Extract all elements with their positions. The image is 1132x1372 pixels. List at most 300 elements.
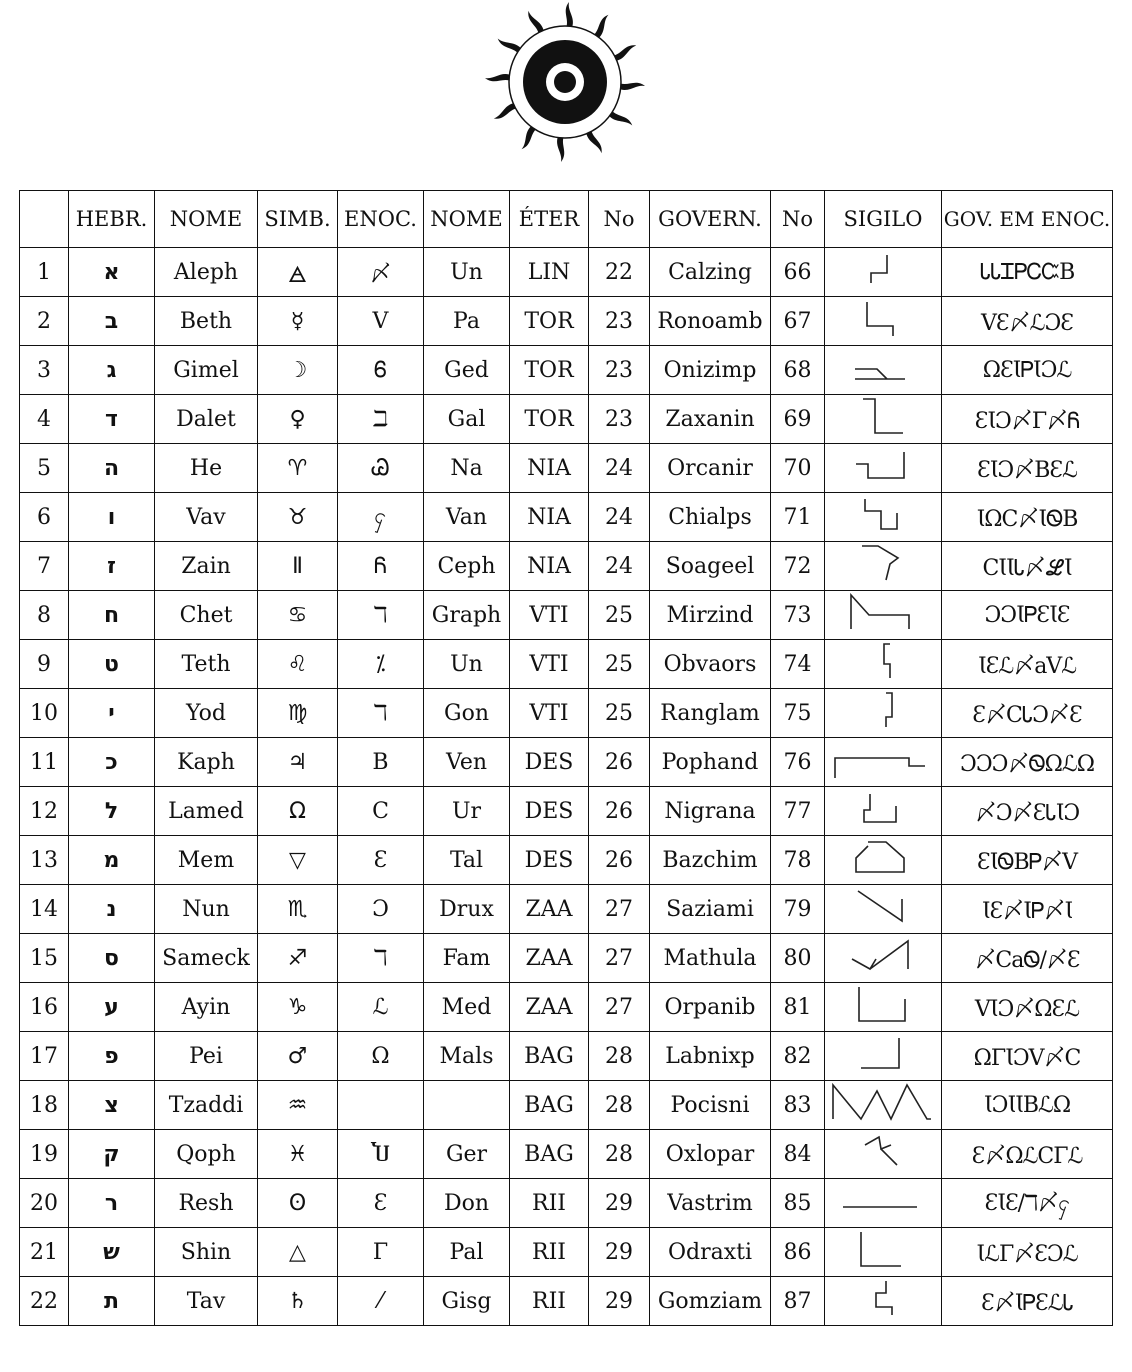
aether: RII bbox=[510, 1277, 589, 1326]
row-number: 7 bbox=[20, 542, 69, 591]
col-header-symbol: SIMB. bbox=[258, 191, 338, 248]
aether: RII bbox=[510, 1179, 589, 1228]
enochian-name: Don bbox=[424, 1179, 510, 1228]
row-number: 14 bbox=[20, 885, 69, 934]
col-header-aether-number: No bbox=[589, 191, 650, 248]
row-number: 3 bbox=[20, 346, 69, 395]
governor-enochian-script: ƐƖƆ〆BƐℒ bbox=[942, 444, 1113, 493]
governor-enochian-script: ƆƆƆ〆ᏫΩℒΩ bbox=[942, 738, 1113, 787]
aether-number: 27 bbox=[589, 983, 650, 1032]
governor-name: Pocisni bbox=[650, 1081, 771, 1130]
governor-enochian-script: ΩƐƖᏢƖƆℒ bbox=[942, 346, 1113, 395]
governor-number: 69 bbox=[771, 395, 825, 444]
hebrew-letter: ז bbox=[69, 542, 155, 591]
aether-number: 25 bbox=[589, 591, 650, 640]
black-sun-icon bbox=[480, 0, 650, 165]
governor-name: Ranglam bbox=[650, 689, 771, 738]
letter-name: Gimel bbox=[155, 346, 258, 395]
governor-enochian-script: ƐƖƐ/ℸ〆ႁ bbox=[942, 1179, 1113, 1228]
astro-symbol: ♌ bbox=[258, 640, 338, 689]
hebrew-letter: ו bbox=[69, 493, 155, 542]
hebrew-letter: ג bbox=[69, 346, 155, 395]
sigil-cell bbox=[825, 493, 942, 542]
sigil-cell bbox=[825, 591, 942, 640]
row-number: 12 bbox=[20, 787, 69, 836]
hebrew-letter: י bbox=[69, 689, 155, 738]
governor-number: 82 bbox=[771, 1032, 825, 1081]
hebrew-letter: ש bbox=[69, 1228, 155, 1277]
table-row bbox=[20, 346, 1113, 395]
astro-symbol: 🜁 bbox=[258, 248, 338, 297]
col-header-sigil: SIGILO bbox=[825, 191, 942, 248]
table-row bbox=[20, 1179, 1113, 1228]
sigil-11-icon bbox=[833, 742, 933, 782]
enochian-name: Un bbox=[424, 640, 510, 689]
enochian-letter: Γ bbox=[338, 1228, 424, 1277]
enochian-letter: B bbox=[338, 738, 424, 787]
enochian-letter: V bbox=[338, 297, 424, 346]
aether-number: 24 bbox=[589, 493, 650, 542]
sigil-cell bbox=[825, 297, 942, 346]
enochian-letter: Ɔ bbox=[338, 885, 424, 934]
row-number: 9 bbox=[20, 640, 69, 689]
aether-number: 28 bbox=[589, 1130, 650, 1179]
enochian-name: Ur bbox=[424, 787, 510, 836]
letter-name: Chet bbox=[155, 591, 258, 640]
table-row bbox=[20, 1130, 1113, 1179]
sigil-cell bbox=[825, 787, 942, 836]
table-row bbox=[20, 1032, 1113, 1081]
aether: BAG bbox=[510, 1032, 589, 1081]
header-row bbox=[20, 191, 1113, 248]
correspondence-table bbox=[19, 190, 1113, 1326]
governor-enochian-script: ƖƆƖƖBℒΩ bbox=[942, 1081, 1113, 1130]
governor-number: 71 bbox=[771, 493, 825, 542]
governor-number: 80 bbox=[771, 934, 825, 983]
governor-number: 76 bbox=[771, 738, 825, 787]
governor-enochian-script: VƐ〆ℒƆƐ bbox=[942, 297, 1113, 346]
governor-enochian-script: Ɛ〆ƖᏢƐℒᏓ bbox=[942, 1277, 1113, 1326]
aether-number: 22 bbox=[589, 248, 650, 297]
letter-name: Vav bbox=[155, 493, 258, 542]
astro-symbol: ♓ bbox=[258, 1130, 338, 1179]
astro-symbol: ♋ bbox=[258, 591, 338, 640]
astro-symbol: ♄ bbox=[258, 1277, 338, 1326]
hebrew-letter: ד bbox=[69, 395, 155, 444]
hebrew-letter: ב bbox=[69, 297, 155, 346]
hebrew-letter: כ bbox=[69, 738, 155, 787]
enochian-letter: ℸ bbox=[338, 689, 424, 738]
enochian-letter: Ɛ bbox=[338, 1179, 424, 1228]
aether-number: 28 bbox=[589, 1081, 650, 1130]
aether: VTI bbox=[510, 640, 589, 689]
aether-number: 24 bbox=[589, 444, 650, 493]
sigil-22-icon bbox=[864, 1279, 902, 1323]
astro-symbol: ☽ bbox=[258, 346, 338, 395]
astro-symbol: ▽ bbox=[258, 836, 338, 885]
hebrew-letter: ט bbox=[69, 640, 155, 689]
aether-number: 26 bbox=[589, 836, 650, 885]
table-row bbox=[20, 738, 1113, 787]
table-row bbox=[20, 885, 1113, 934]
enochian-name: Gal bbox=[424, 395, 510, 444]
governor-number: 72 bbox=[771, 542, 825, 591]
enochian-letter: ℸ bbox=[338, 934, 424, 983]
aether-number: 26 bbox=[589, 787, 650, 836]
sigil-6-icon bbox=[859, 497, 907, 537]
letter-name: Lamed bbox=[155, 787, 258, 836]
col-header-number bbox=[20, 191, 69, 248]
sigil-cell bbox=[825, 885, 942, 934]
row-number: 13 bbox=[20, 836, 69, 885]
governor-number: 68 bbox=[771, 346, 825, 395]
enochian-letter: 〆 bbox=[338, 248, 424, 297]
astro-symbol: ♐ bbox=[258, 934, 338, 983]
governor-enochian-script: Ɛ〆ΩℒCΓℒ bbox=[942, 1130, 1113, 1179]
row-number: 8 bbox=[20, 591, 69, 640]
letter-name: Shin bbox=[155, 1228, 258, 1277]
hebrew-letter: ת bbox=[69, 1277, 155, 1326]
enochian-letter: ℶ bbox=[338, 395, 424, 444]
governor-number: 86 bbox=[771, 1228, 825, 1277]
enochian-letter: Ω bbox=[338, 1032, 424, 1081]
letter-name: Resh bbox=[155, 1179, 258, 1228]
enochian-name: Gisg bbox=[424, 1277, 510, 1326]
governor-number: 83 bbox=[771, 1081, 825, 1130]
sigil-cell bbox=[825, 1277, 942, 1326]
hebrew-letter: מ bbox=[69, 836, 155, 885]
astro-symbol: Ⅱ bbox=[258, 542, 338, 591]
hebrew-letter: ק bbox=[69, 1130, 155, 1179]
row-number: 6 bbox=[20, 493, 69, 542]
letter-name: He bbox=[155, 444, 258, 493]
astro-symbol: ♒ bbox=[258, 1081, 338, 1130]
governor-number: 79 bbox=[771, 885, 825, 934]
table-row bbox=[20, 934, 1113, 983]
row-number: 20 bbox=[20, 1179, 69, 1228]
row-number: 22 bbox=[20, 1277, 69, 1326]
governor-number: 81 bbox=[771, 983, 825, 1032]
sigil-cell bbox=[825, 1179, 942, 1228]
table-row bbox=[20, 836, 1113, 885]
enochian-name bbox=[424, 1081, 510, 1130]
letter-name: Dalet bbox=[155, 395, 258, 444]
aether: DES bbox=[510, 787, 589, 836]
letter-name: Zain bbox=[155, 542, 258, 591]
aether: NIA bbox=[510, 542, 589, 591]
governor-name: Zaxanin bbox=[650, 395, 771, 444]
enochian-letter: Ɛ bbox=[338, 836, 424, 885]
enochian-name: Pal bbox=[424, 1228, 510, 1277]
enochian-name: Ger bbox=[424, 1130, 510, 1179]
governor-enochian-script: VƖƆ〆ΩƐℒ bbox=[942, 983, 1113, 1032]
letter-name: Pei bbox=[155, 1032, 258, 1081]
astro-symbol: Ω bbox=[258, 787, 338, 836]
enochian-name: Pa bbox=[424, 297, 510, 346]
enochian-letter: Ⴎ bbox=[338, 1130, 424, 1179]
aether-number: 29 bbox=[589, 1277, 650, 1326]
governor-name: Labnixp bbox=[650, 1032, 771, 1081]
table-row bbox=[20, 1277, 1113, 1326]
row-number: 2 bbox=[20, 297, 69, 346]
letter-name: Kaph bbox=[155, 738, 258, 787]
hebrew-letter: א bbox=[69, 248, 155, 297]
governor-name: Nigrana bbox=[650, 787, 771, 836]
sigil-cell bbox=[825, 346, 942, 395]
aether-number: 25 bbox=[589, 689, 650, 738]
sigil-cell bbox=[825, 836, 942, 885]
sigil-7-icon bbox=[858, 544, 908, 588]
astro-symbol: ♏ bbox=[258, 885, 338, 934]
aether: NIA bbox=[510, 444, 589, 493]
hebrew-letter: נ bbox=[69, 885, 155, 934]
governor-name: Oxlopar bbox=[650, 1130, 771, 1179]
governor-enochian-script: ƐƖƆ〆Γ〆Ᏺ bbox=[942, 395, 1113, 444]
letter-name: Tav bbox=[155, 1277, 258, 1326]
table-row bbox=[20, 1228, 1113, 1277]
row-number: 17 bbox=[20, 1032, 69, 1081]
row-number: 4 bbox=[20, 395, 69, 444]
enochian-letter: Ᏺ bbox=[338, 542, 424, 591]
governor-name: Ronoamb bbox=[650, 297, 771, 346]
enochian-name: Mals bbox=[424, 1032, 510, 1081]
row-number: 16 bbox=[20, 983, 69, 1032]
enochian-name: Med bbox=[424, 983, 510, 1032]
governor-name: Soageel bbox=[650, 542, 771, 591]
table-row bbox=[20, 689, 1113, 738]
sigil-cell bbox=[825, 542, 942, 591]
aether: TOR bbox=[510, 297, 589, 346]
table-row bbox=[20, 248, 1113, 297]
astro-symbol: ♃ bbox=[258, 738, 338, 787]
table-row bbox=[20, 444, 1113, 493]
enochian-name: Graph bbox=[424, 591, 510, 640]
governor-number: 84 bbox=[771, 1130, 825, 1179]
enochian-name: Ged bbox=[424, 346, 510, 395]
hebrew-letter: ל bbox=[69, 787, 155, 836]
sigil-19-icon bbox=[861, 1135, 905, 1173]
table-row bbox=[20, 640, 1113, 689]
aether: VTI bbox=[510, 591, 589, 640]
enochian-name: Ven bbox=[424, 738, 510, 787]
governor-enochian-script: ᏓᏓᏆᏢᏟᏨB bbox=[942, 248, 1113, 297]
sigil-10-icon bbox=[866, 691, 900, 735]
letter-name: Beth bbox=[155, 297, 258, 346]
aether-number: 27 bbox=[589, 885, 650, 934]
table-row bbox=[20, 297, 1113, 346]
aether-number: 23 bbox=[589, 346, 650, 395]
col-header-enochian-name: NOME bbox=[424, 191, 510, 248]
sigil-cell bbox=[825, 1081, 942, 1130]
aether-number: 29 bbox=[589, 1179, 650, 1228]
aether: NIA bbox=[510, 493, 589, 542]
aether-number: 27 bbox=[589, 934, 650, 983]
row-number: 1 bbox=[20, 248, 69, 297]
governor-name: Gomziam bbox=[650, 1277, 771, 1326]
enochian-letter: ℸ bbox=[338, 591, 424, 640]
governor-name: Calzing bbox=[650, 248, 771, 297]
aether-number: 29 bbox=[589, 1228, 650, 1277]
sigil-cell bbox=[825, 248, 942, 297]
enochian-letter: Ꮾ bbox=[338, 346, 424, 395]
table-row bbox=[20, 787, 1113, 836]
col-header-hebrew: HEBR. bbox=[69, 191, 155, 248]
hebrew-letter: ס bbox=[69, 934, 155, 983]
aether: DES bbox=[510, 836, 589, 885]
sigil-5-icon bbox=[854, 450, 912, 486]
aether-number: 26 bbox=[589, 738, 650, 787]
aether: ZAA bbox=[510, 934, 589, 983]
governor-name: Orcanir bbox=[650, 444, 771, 493]
enochian-letter: ⁄ bbox=[338, 1277, 424, 1326]
sigil-1-icon bbox=[869, 253, 897, 291]
enochian-name: Ceph bbox=[424, 542, 510, 591]
aether: RII bbox=[510, 1228, 589, 1277]
governor-enochian-script: Ɛ〆CᏓƆ〆Ɛ bbox=[942, 689, 1113, 738]
governor-number: 75 bbox=[771, 689, 825, 738]
sigil-cell bbox=[825, 738, 942, 787]
letter-name: Ayin bbox=[155, 983, 258, 1032]
governor-name: Bazchim bbox=[650, 836, 771, 885]
table-row bbox=[20, 983, 1113, 1032]
letter-name: Aleph bbox=[155, 248, 258, 297]
enochian-letter: Ꮚ bbox=[338, 444, 424, 493]
enochian-name: Drux bbox=[424, 885, 510, 934]
governor-enochian-script: ƖƐℒ〆aVℒ bbox=[942, 640, 1113, 689]
sigil-14-icon bbox=[856, 889, 910, 929]
hebrew-letter: ה bbox=[69, 444, 155, 493]
sigil-cell bbox=[825, 983, 942, 1032]
row-number: 18 bbox=[20, 1081, 69, 1130]
enochian-letter: ⁒ bbox=[338, 640, 424, 689]
hebrew-letter: ע bbox=[69, 983, 155, 1032]
sigil-cell bbox=[825, 640, 942, 689]
hebrew-letter: ר bbox=[69, 1179, 155, 1228]
sigil-20-icon bbox=[841, 1191, 925, 1215]
aether-number: 23 bbox=[589, 395, 650, 444]
row-number: 15 bbox=[20, 934, 69, 983]
col-header-enochian: ENOC. bbox=[338, 191, 424, 248]
sigil-cell bbox=[825, 444, 942, 493]
aether: ZAA bbox=[510, 983, 589, 1032]
governor-number: 78 bbox=[771, 836, 825, 885]
governor-name: Mirzind bbox=[650, 591, 771, 640]
enochian-letter: ℒ bbox=[338, 983, 424, 1032]
sigil-9-icon bbox=[868, 642, 898, 686]
aether: BAG bbox=[510, 1130, 589, 1179]
governor-name: Chialps bbox=[650, 493, 771, 542]
letter-name: Nun bbox=[155, 885, 258, 934]
governor-number: 77 bbox=[771, 787, 825, 836]
governor-enochian-script: 〆CaᏫ/〆Ɛ bbox=[942, 934, 1113, 983]
astro-symbol: ♉ bbox=[258, 493, 338, 542]
aether: BAG bbox=[510, 1081, 589, 1130]
aether: TOR bbox=[510, 346, 589, 395]
sigil-cell bbox=[825, 1228, 942, 1277]
astro-symbol: ☿ bbox=[258, 297, 338, 346]
governor-enochian-script: ƖΩC〆ƖᏫB bbox=[942, 493, 1113, 542]
sigil-cell bbox=[825, 934, 942, 983]
sigil-cell bbox=[825, 395, 942, 444]
row-number: 11 bbox=[20, 738, 69, 787]
aether: LIN bbox=[510, 248, 589, 297]
governor-enochian-script: ƆƆƖᏢƐƖƐ bbox=[942, 591, 1113, 640]
governor-number: 73 bbox=[771, 591, 825, 640]
sigil-2-icon bbox=[863, 300, 903, 342]
sigil-cell bbox=[825, 1032, 942, 1081]
letter-name: Mem bbox=[155, 836, 258, 885]
letter-name: Yod bbox=[155, 689, 258, 738]
aether-number: 24 bbox=[589, 542, 650, 591]
aether: TOR bbox=[510, 395, 589, 444]
sigil-17-icon bbox=[859, 1036, 907, 1076]
hebrew-letter: ח bbox=[69, 591, 155, 640]
enochian-letter: ႁ bbox=[338, 493, 424, 542]
enochian-letter bbox=[338, 1081, 424, 1130]
table-row bbox=[20, 493, 1113, 542]
sigil-cell bbox=[825, 1130, 942, 1179]
astro-symbol: ♂ bbox=[258, 1032, 338, 1081]
governor-number: 66 bbox=[771, 248, 825, 297]
col-header-governor-number: No bbox=[771, 191, 825, 248]
letter-name: Qoph bbox=[155, 1130, 258, 1179]
governor-enochian-script: CƖƖᏓ〆ℒƖ bbox=[942, 542, 1113, 591]
row-number: 5 bbox=[20, 444, 69, 493]
col-header-governor-enochian: GOV. EM ENOC. bbox=[942, 191, 1113, 248]
sigil-3-icon bbox=[853, 353, 913, 387]
letter-name: Sameck bbox=[155, 934, 258, 983]
governor-number: 67 bbox=[771, 297, 825, 346]
hebrew-letter: פ bbox=[69, 1032, 155, 1081]
sigil-12-icon bbox=[862, 792, 904, 830]
row-number: 21 bbox=[20, 1228, 69, 1277]
governor-number: 74 bbox=[771, 640, 825, 689]
aether-number: 25 bbox=[589, 640, 650, 689]
sigil-18-icon bbox=[831, 1083, 935, 1127]
governor-name: Onizimp bbox=[650, 346, 771, 395]
letter-name: Tzaddi bbox=[155, 1081, 258, 1130]
table-row bbox=[20, 1081, 1113, 1130]
governor-enochian-script: ƐƖᏫBᏢ〆V bbox=[942, 836, 1113, 885]
row-number: 19 bbox=[20, 1130, 69, 1179]
aether: ZAA bbox=[510, 885, 589, 934]
astro-symbol: ʘ bbox=[258, 1179, 338, 1228]
governor-enochian-script: ΩΓƖƆV〆C bbox=[942, 1032, 1113, 1081]
sigil-cell bbox=[825, 689, 942, 738]
enochian-name: Tal bbox=[424, 836, 510, 885]
governor-name: Saziami bbox=[650, 885, 771, 934]
aether-number: 28 bbox=[589, 1032, 650, 1081]
governor-number: 70 bbox=[771, 444, 825, 493]
row-number: 10 bbox=[20, 689, 69, 738]
governor-name: Orpanib bbox=[650, 983, 771, 1032]
governor-enochian-script: ƖƐ〆ƖᏢ〆Ɩ bbox=[942, 885, 1113, 934]
enochian-letter: C bbox=[338, 787, 424, 836]
sigil-4-icon bbox=[855, 397, 911, 441]
sigil-16-icon bbox=[853, 985, 913, 1029]
aether-number: 23 bbox=[589, 297, 650, 346]
governor-name: Vastrim bbox=[650, 1179, 771, 1228]
col-header-aether: ÉTER bbox=[510, 191, 589, 248]
enochian-name: Un bbox=[424, 248, 510, 297]
aether: DES bbox=[510, 738, 589, 787]
astro-symbol: ♈ bbox=[258, 444, 338, 493]
governor-number: 87 bbox=[771, 1277, 825, 1326]
astro-symbol: △ bbox=[258, 1228, 338, 1277]
sigil-15-icon bbox=[850, 939, 916, 977]
governor-name: Obvaors bbox=[650, 640, 771, 689]
astro-symbol: ♀ bbox=[258, 395, 338, 444]
